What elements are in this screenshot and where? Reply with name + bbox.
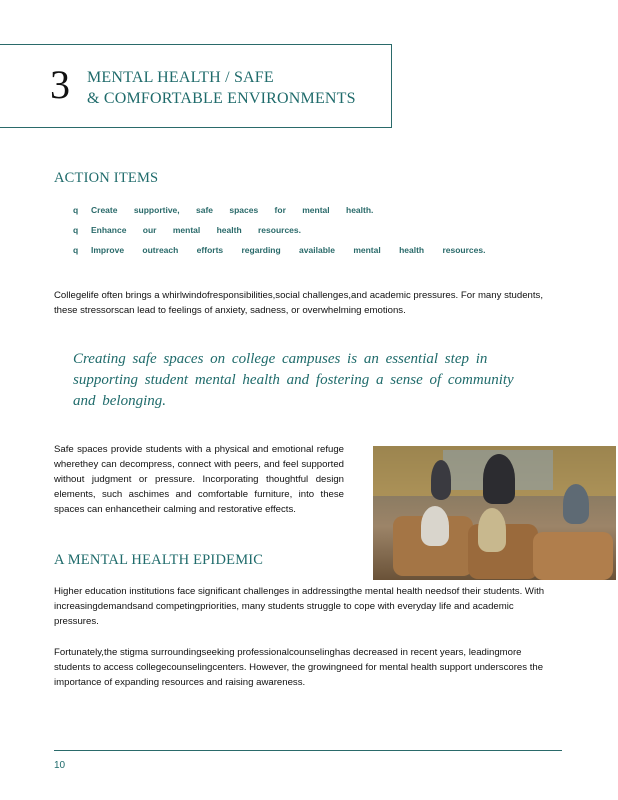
photo-armchair: [533, 532, 613, 580]
footer-divider: [54, 750, 562, 751]
students-lounge-photo: [373, 446, 616, 580]
action-item-text: Improve outreach efforts regarding available mental health resources.: [91, 245, 486, 255]
photo-person: [478, 508, 506, 552]
chapter-title-line-1: MENTAL HEALTH / SAFE: [87, 69, 274, 86]
page-number: 10: [54, 760, 66, 771]
list-item: [73, 203, 485, 223]
bullet-glyph: q: [73, 225, 79, 235]
action-items-heading: ACTION ITEMS: [54, 170, 159, 186]
epidemic-paragraph-2: Fortunately,the stigma surroundingseeking professionalcounselinghas decreased in recent years, leadingmore students to access collegecounselingcenters. However, the growingneed for mental health support underscores the importance of expanding resources and raising awareness.: [54, 647, 544, 688]
pull-quote: Creating safe spaces on college campuses is an essential step in supporting student mental health and fostering a sense of community and belonging.: [73, 351, 514, 409]
safe-spaces-paragraph: Safe spaces provide students with a physical and emotional refuge wherethey can decompress, connect with peers, and feel supported without judgment or pressure. Incorporating thoughtful design elements, such aschimes and comfortable furniture, into these spaces can enhancetheir calming and restorative effects.: [54, 444, 344, 515]
action-item-text: Create supportive, safe spaces for mental health.: [91, 205, 374, 215]
chapter-header: [0, 44, 392, 128]
epidemic-heading: A MENTAL HEALTH EPIDEMIC: [54, 552, 264, 568]
photo-person: [563, 484, 589, 524]
photo-person: [483, 454, 515, 504]
chapter-title-line-2: & COMFORTABLE ENVIRONMENTS: [87, 90, 356, 107]
list-item: [73, 243, 485, 263]
action-item-text: Enhance our mental health resources.: [91, 225, 301, 235]
photo-person: [431, 460, 451, 500]
epidemic-paragraph-1: Higher education institutions face significant challenges in addressingthe mental health needsof their students. With increasingdemandsand competingpriorities, many students struggle to cope with everyday life and academic pressures.: [54, 586, 545, 627]
bullet-glyph: q: [73, 245, 79, 255]
action-items-list: [73, 203, 485, 263]
chapter-number: 3: [50, 62, 70, 107]
list-item: [73, 223, 485, 243]
intro-paragraph: Collegelife often brings a whirlwindofresponsibilities,social challenges,and academic pressures. For many students, these stressorscan lead to feelings of anxiety, sadness, or overwhelming emotions.: [54, 290, 543, 316]
photo-person: [421, 506, 449, 546]
bullet-glyph: q: [73, 205, 79, 215]
chapter-title: [87, 67, 356, 109]
